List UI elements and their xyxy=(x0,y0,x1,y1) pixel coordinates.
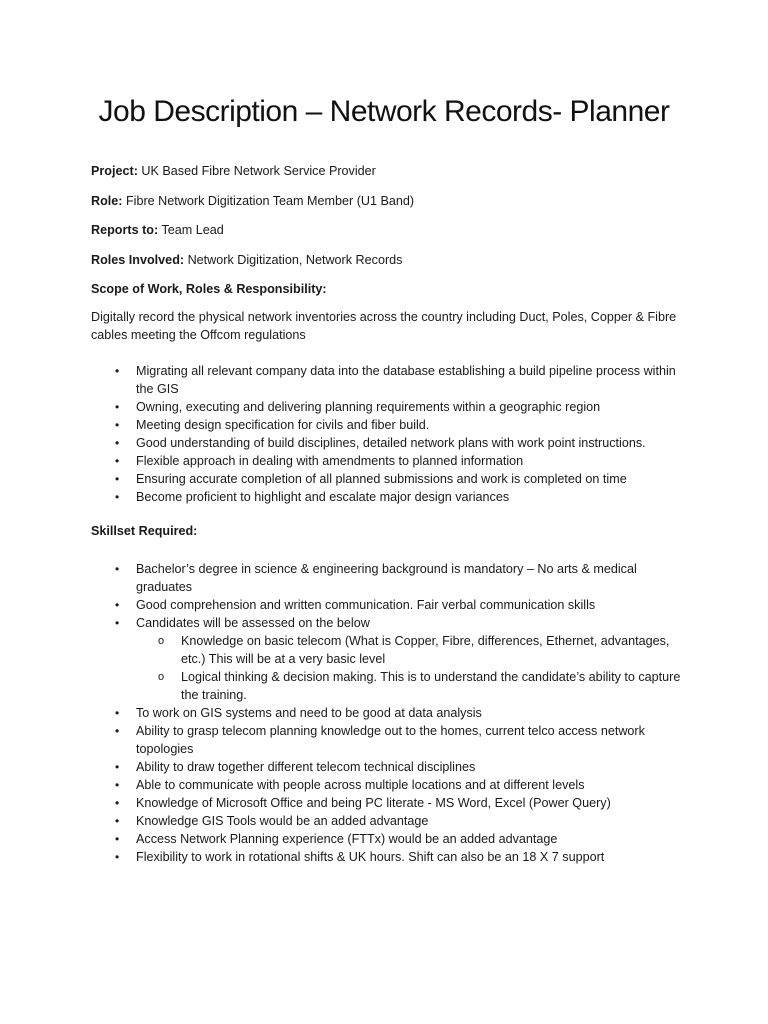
field-reports-to xyxy=(91,221,681,239)
list-item-text: Able to communicate with people across multiple locations and at different levels xyxy=(136,778,585,792)
hollow-bullet-icon: o xyxy=(158,635,165,647)
bullet-icon: • xyxy=(115,400,120,414)
list-item xyxy=(91,830,681,848)
list-item-text: Bachelor’s degree in science & engineering background is mandatory – No arts & medical graduates xyxy=(136,562,637,594)
hollow-bullet-icon: o xyxy=(158,671,165,683)
list-item xyxy=(91,560,681,596)
list-item-text: Access Network Planning experience (FTTx) would be an added advantage xyxy=(136,832,558,846)
bullet-icon: • xyxy=(115,472,120,486)
list-item-text: Become proficient to highlight and escalate major design variances xyxy=(136,490,510,504)
list-item xyxy=(91,470,681,488)
field-value: UK Based Fibre Network Service Provider xyxy=(137,164,376,178)
list-item xyxy=(91,776,681,794)
list-item xyxy=(91,704,681,722)
list-item-text: Ability to grasp telecom planning knowledge out to the homes, current telco access network topologies xyxy=(136,724,645,756)
list-item xyxy=(91,848,681,866)
list-item xyxy=(91,488,681,506)
assessment-sublist xyxy=(136,632,681,704)
list-item xyxy=(91,362,681,398)
list-item xyxy=(91,434,681,452)
list-item-text: Knowledge of Microsoft Office and being PC literate - MS Word, Excel (Power Query) xyxy=(136,796,611,810)
list-item-text: To work on GIS systems and need to be good at data analysis xyxy=(136,706,482,720)
field-value: Team Lead xyxy=(158,223,224,237)
list-item-text: Owning, executing and delivering planning requirements within a geographic region xyxy=(136,400,601,414)
sub-list-item-text: Knowledge on basic telecom (What is Copper, Fibre, differences, Ethernet, advantages, etc.) This will be at a very basic level xyxy=(181,634,670,666)
field-role xyxy=(91,192,681,210)
responsibilities-list xyxy=(91,362,681,506)
list-item-text: Flexibility to work in rotational shifts & UK hours. Shift can also be an 18 X 7 support xyxy=(136,850,605,864)
bullet-icon: • xyxy=(115,796,120,810)
bullet-icon: • xyxy=(115,706,120,720)
field-roles-involved xyxy=(91,251,681,269)
list-item-text: Ability to draw together different telecom technical disciplines xyxy=(136,760,476,774)
list-item-text: Knowledge GIS Tools would be an added advantage xyxy=(136,814,429,828)
skills-list xyxy=(91,560,681,866)
field-project xyxy=(91,162,681,180)
list-item-text: Ensuring accurate completion of all planned submissions and work is completed on time xyxy=(136,472,627,486)
field-label: Reports to: xyxy=(91,223,159,237)
bullet-icon: • xyxy=(115,454,120,468)
list-item-text: Migrating all relevant company data into the database establishing a build pipeline process within the GIS xyxy=(136,364,676,396)
field-value: Fibre Network Digitization Team Member (U1 Band) xyxy=(122,193,415,208)
bullet-icon: • xyxy=(115,814,120,828)
document-body xyxy=(91,162,681,866)
list-item-text: Flexible approach in dealing with amendments to planned information xyxy=(136,454,524,468)
list-item xyxy=(91,794,681,812)
bullet-icon: • xyxy=(115,436,120,450)
list-item xyxy=(91,722,681,758)
bullet-icon: • xyxy=(115,760,120,774)
sub-list-item-text: Logical thinking & decision making. This is to understand the candidate’s ability to capture the training. xyxy=(181,670,681,702)
bullet-icon: • xyxy=(115,562,120,576)
bullet-icon: • xyxy=(115,724,120,738)
list-item xyxy=(91,758,681,776)
bullet-icon: • xyxy=(115,850,120,864)
page-title: Job Description – Network Records- Planner xyxy=(98,95,670,128)
field-label: Project: xyxy=(91,164,138,178)
bullet-icon: • xyxy=(115,418,120,432)
list-item xyxy=(91,614,681,704)
bullet-icon: • xyxy=(115,778,120,792)
list-item-text: Good understanding of build disciplines, detailed network plans with work point instructions. xyxy=(136,436,646,450)
bullet-icon: • xyxy=(115,364,120,378)
scope-intro: Digitally record the physical network inventories across the country including Duct, Poles, Copper & Fibre cables meeting the Offcom regulations xyxy=(91,310,677,342)
list-item xyxy=(91,596,681,614)
list-item-text: Candidates will be assessed on the below xyxy=(136,616,370,630)
skills-heading: Skillset Required: xyxy=(91,524,198,538)
bullet-icon: • xyxy=(115,598,120,612)
list-item xyxy=(91,398,681,416)
field-label: Role: xyxy=(91,193,123,208)
bullet-icon: • xyxy=(115,490,120,504)
list-item xyxy=(91,416,681,434)
bullet-icon: • xyxy=(115,832,120,846)
field-value: Network Digitization, Network Records xyxy=(184,252,403,267)
list-item xyxy=(91,452,681,470)
list-item-text: Good comprehension and written communication. Fair verbal communication skills xyxy=(136,598,596,612)
sub-list-item xyxy=(136,632,681,668)
scope-heading: Scope of Work, Roles & Responsibility: xyxy=(91,282,327,296)
list-item-text: Meeting design specification for civils and fiber build. xyxy=(136,418,430,432)
sub-list-item xyxy=(136,668,681,704)
bullet-icon: • xyxy=(115,616,120,630)
field-label: Roles Involved: xyxy=(91,252,185,267)
list-item xyxy=(91,812,681,830)
